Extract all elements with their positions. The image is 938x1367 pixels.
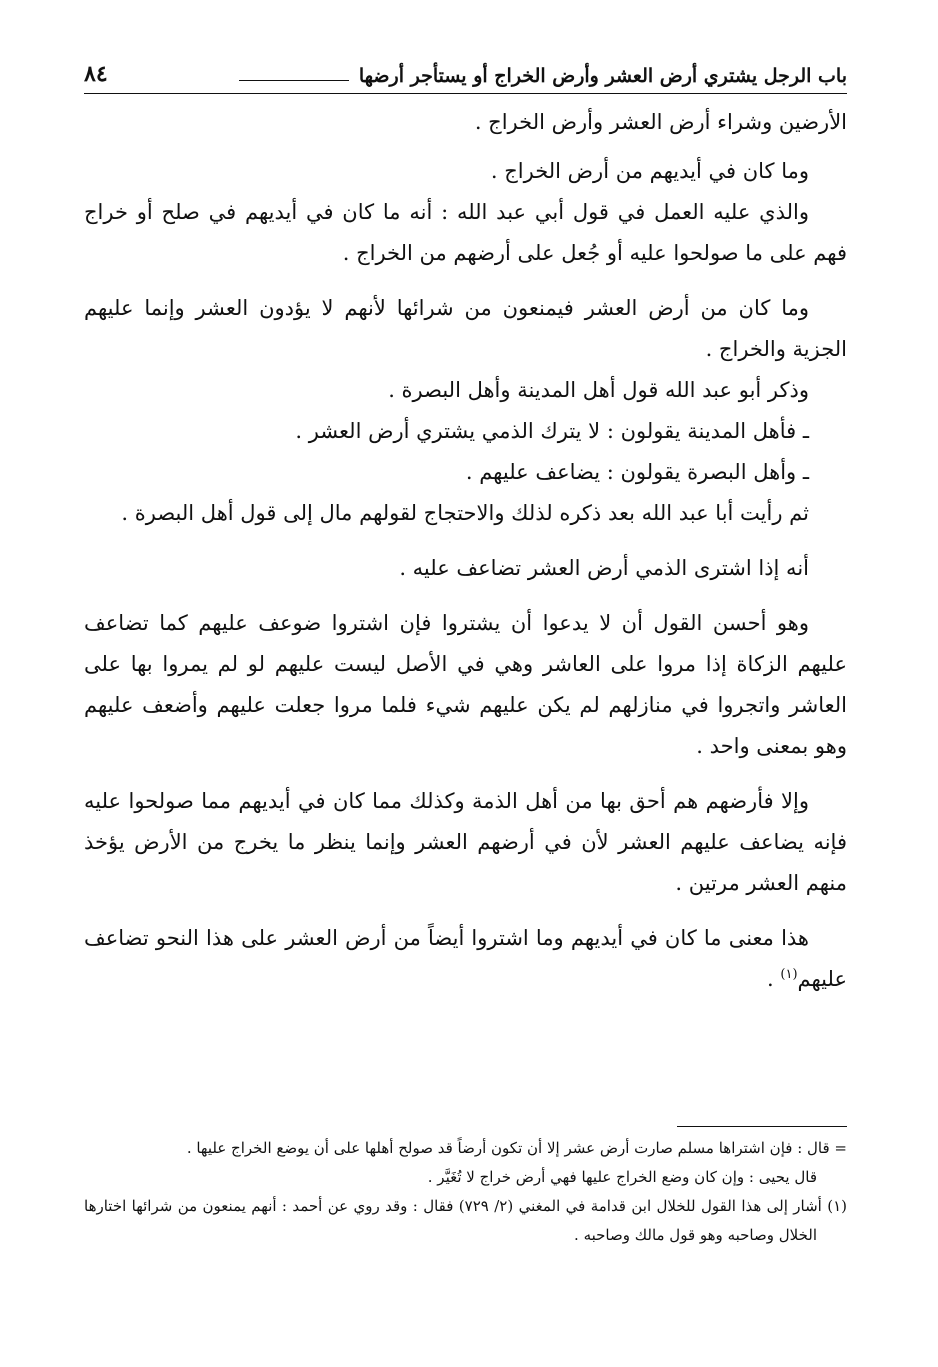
footnote-continuation: = قال : فإن اشتراها مسلم صارت أرض عشر إلا أن تكون أرضاً قد صولح أهلها على أن يوضع الخراج عليها . xyxy=(186,1139,847,1157)
footnote-reference[interactable]: (١) xyxy=(780,967,798,982)
paragraph-12-end: . xyxy=(767,967,781,991)
footnote-1: (١) أشار إلى هذا القول للخلال ابن قدامة في المغني (٢/ ٧٢٩) فقال : وقد روي عن أحمد : أنهم يمنعون من شرائها اختارها الخلال وصاحبه وهو قول مالك وصاحبه . xyxy=(84,1197,847,1244)
main-text xyxy=(84,102,847,1000)
paragraph-10: وهو أحسن القول أن لا يدعوا أن يشتروا فإن اشتروا ضوعف عليهم كما تضاعف عليهم الزكاة إذا مروا على العاشر وهي في الأصل ليست عليهم لو لم يمروا بها على العاشر واتجروا في منازلهم لم يكن عليهم شيء فلما مروا جعلت عليهم وأضعف عليهم وهو بمعنى واحد . xyxy=(84,611,847,758)
running-title-block xyxy=(239,65,847,87)
document-page xyxy=(84,54,847,1324)
running-title: باب الرجل يشتري أرض العشر وأرض الخراج أو يستأجر أرضها xyxy=(358,65,847,87)
paragraph-11: وإلا فأرضهم هم أحق بها من أهل الذمة وكذلك مما كان في أيديهم مما صولحوا عليه فإنه يضاعف عليهم العشر لأن في أرضهم العشر وإنما ينظر ما يخرج من الأرض يؤخذ منهم العشر مرتين . xyxy=(84,789,847,895)
footnote-separator xyxy=(677,1126,847,1127)
paragraph-8: ثم رأيت أبا عبد الله بعد ذكره لذلك والاحتجاج لقولهم مال إلى قول أهل البصرة . xyxy=(121,501,809,525)
footnote-yahya: قال يحيى : وإن كان وضع الخراج عليها فهي أرض خراج لا تُغَيَّر . xyxy=(427,1168,817,1186)
paragraph-2: وما كان في أيديهم من أرض الخراج . xyxy=(490,159,809,183)
paragraph-6: ـ فأهل المدينة يقولون : لا يترك الذمي يشتري أرض العشر . xyxy=(295,419,809,443)
paragraph-4: وما كان من أرض العشر فيمنعون من شرائها لأنهم لا يؤدون العشر وإنما عليهم الجزية والخراج . xyxy=(84,296,847,361)
paragraph-9: أنه إذا اشترى الذمي أرض العشر تضاعف عليه . xyxy=(399,556,809,580)
paragraph-12 xyxy=(84,918,847,1000)
page-number: ٨٤ xyxy=(84,61,108,87)
page-header xyxy=(84,54,847,94)
paragraph-7: ـ وأهل البصرة يقولون : يضاعف عليهم . xyxy=(465,460,809,484)
paragraph-3: والذي عليه العمل في قول أبي عبد الله : أنه ما كان في أيديهم في صلح أو خراج فهم على ما صولحوا عليه أو جُعل على أرضهم من الخراج . xyxy=(84,200,847,265)
header-rule xyxy=(239,80,349,81)
paragraph-12-text: هذا معنى ما كان في أيديهم وما اشتروا أيضاً من أرض العشر على هذا النحو تضاعف عليهم xyxy=(84,926,847,991)
paragraph-1: الأرضين وشراء أرض العشر وأرض الخراج . xyxy=(474,110,847,134)
footnotes xyxy=(84,1134,847,1250)
paragraph-5: وذكر أبو عبد الله قول أهل المدينة وأهل البصرة . xyxy=(388,378,809,402)
